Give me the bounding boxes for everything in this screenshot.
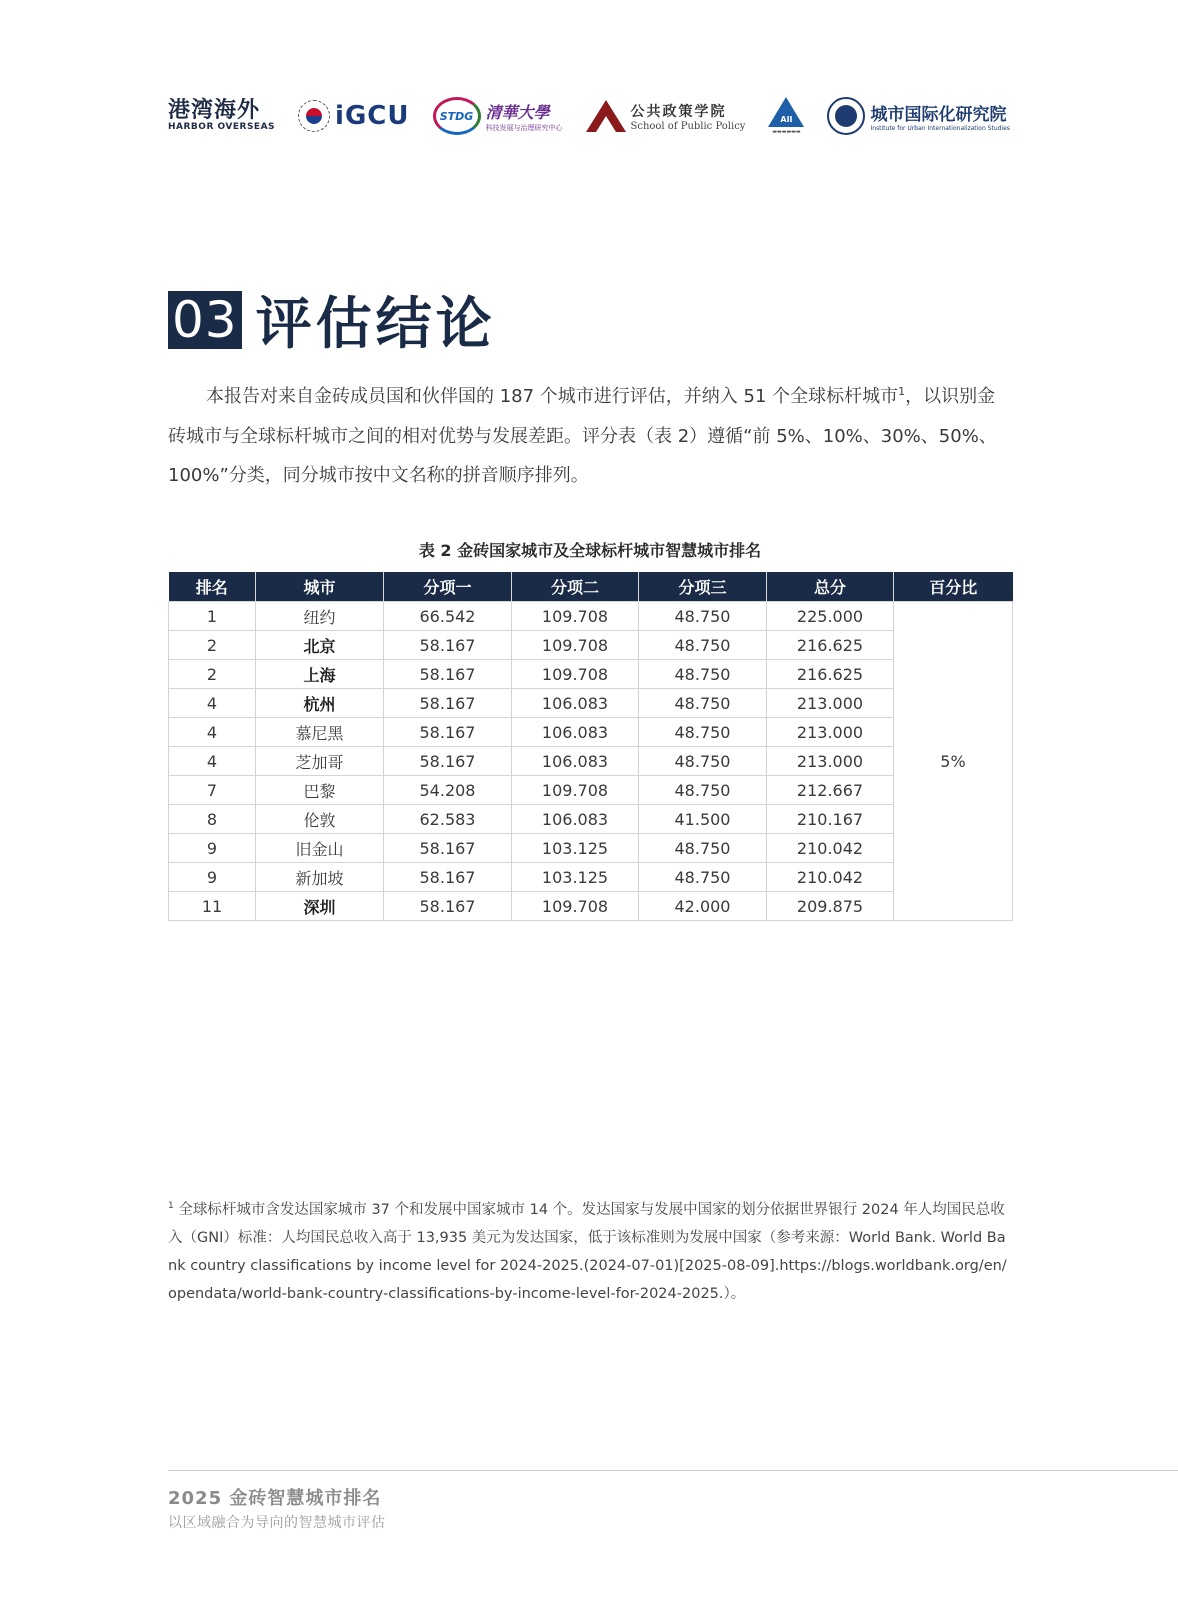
cell-total: 225.000 (767, 602, 894, 631)
footnote-marker: 1 (168, 1201, 174, 1211)
header-total: 总分 (767, 572, 894, 602)
cell-score-3: 42.000 (639, 892, 767, 921)
harbor-logo-en: HARBOR OVERSEAS (168, 122, 276, 132)
aii-triangle-icon (768, 97, 804, 127)
cell-score-2: 106.083 (512, 805, 639, 834)
cui-logo-en: Institute for Urban Internationalization Studies (870, 125, 1010, 132)
cui-logo-cn: 城市国际化研究院 (870, 105, 1007, 125)
cell-score-1: 58.167 (384, 834, 512, 863)
table-body (169, 602, 1013, 921)
cell-total: 209.875 (767, 892, 894, 921)
cell-rank: 9 (169, 834, 256, 863)
cell-score-3: 48.750 (639, 863, 767, 892)
cell-score-1: 58.167 (384, 892, 512, 921)
cell-total: 210.042 (767, 834, 894, 863)
igcu-emblem-icon (298, 100, 330, 132)
sppm-emblem-icon (586, 100, 626, 132)
header-rank: 排名 (169, 572, 256, 602)
stdg-emblem-icon: STDG (433, 97, 481, 135)
cell-score-2: 106.083 (512, 689, 639, 718)
table-row (169, 863, 1013, 892)
cell-score-3: 48.750 (639, 631, 767, 660)
footnote-ref: 1 (898, 385, 906, 398)
cell-score-1: 58.167 (384, 863, 512, 892)
table-caption: 表 2 金砖国家城市及全球标杆城市智慧城市排名 (418, 541, 762, 560)
cell-score-3: 48.750 (639, 689, 767, 718)
table-row (169, 834, 1013, 863)
cell-score-3: 48.750 (639, 602, 767, 631)
table-row (169, 689, 1013, 718)
cell-score-1: 58.167 (384, 660, 512, 689)
cell-score-2: 109.708 (512, 892, 639, 921)
cell-city: 新加坡 (256, 863, 384, 892)
cui-logo (827, 97, 1009, 135)
aii-logo-sub: ▬▬▬▬▬▬ (772, 129, 801, 135)
footnote (168, 1192, 1012, 1308)
cell-score-3: 48.750 (639, 834, 767, 863)
cell-rank: 2 (169, 631, 256, 660)
sppm-logo-text (631, 101, 746, 132)
cell-total: 213.000 (767, 689, 894, 718)
cell-score-2: 106.083 (512, 747, 639, 776)
cell-rank: 4 (169, 718, 256, 747)
header-score-3: 分项三 (639, 572, 767, 602)
cell-score-1: 66.542 (384, 602, 512, 631)
cell-score-2: 103.125 (512, 834, 639, 863)
footer-report-subtitle: 以区域融合为导向的智慧城市评估 (168, 1515, 386, 1531)
table-row (169, 776, 1013, 805)
cell-rank: 1 (169, 602, 256, 631)
cell-rank: 9 (169, 863, 256, 892)
header-percentile: 百分比 (894, 572, 1013, 602)
table-row (169, 805, 1013, 834)
igcu-logo (298, 100, 409, 132)
cell-score-3: 48.750 (639, 718, 767, 747)
cell-rank: 7 (169, 776, 256, 805)
cell-city: 芝加哥 (256, 747, 384, 776)
table-row (169, 892, 1013, 921)
cell-total: 213.000 (767, 718, 894, 747)
aii-logo-text: AII (780, 115, 793, 124)
harbor-overseas-logo (168, 100, 275, 132)
tsinghua-stdg-logo (433, 97, 563, 135)
section-heading (168, 280, 496, 360)
tsinghua-logo-sub: 科技发展与治理研究中心 (485, 123, 563, 132)
cell-percentile: 5% (894, 602, 1013, 921)
cell-total: 216.625 (767, 631, 894, 660)
header-score-1: 分项一 (384, 572, 512, 602)
tsinghua-logo-cn: 清華大學 (485, 102, 550, 122)
cell-score-1: 58.167 (384, 718, 512, 747)
section-number: 03 (168, 291, 242, 349)
cell-city: 深圳 (256, 892, 384, 921)
sppm-logo (586, 100, 746, 132)
cell-score-1: 58.167 (384, 689, 512, 718)
tsinghua-logo-text (486, 100, 563, 133)
cell-rank: 11 (169, 892, 256, 921)
cell-score-3: 48.750 (639, 660, 767, 689)
sppm-logo-en: School of Public Policy (630, 120, 746, 132)
table-header-row (169, 572, 1013, 602)
cell-city: 旧金山 (256, 834, 384, 863)
aii-logo (768, 97, 804, 135)
cell-city: 纽约 (256, 602, 384, 631)
cell-city: 巴黎 (256, 776, 384, 805)
cell-score-3: 48.750 (639, 747, 767, 776)
cell-city: 杭州 (256, 689, 384, 718)
header-score-2: 分项二 (512, 572, 639, 602)
igcu-logo-text: iGCU (335, 101, 410, 131)
sppm-logo-cn: 公共政策学院 (630, 103, 727, 120)
table-row (169, 747, 1013, 776)
cell-total: 212.667 (767, 776, 894, 805)
cell-total: 210.167 (767, 805, 894, 834)
table-row (169, 602, 1013, 631)
partner-logos (168, 88, 1010, 144)
cui-emblem-icon (827, 97, 865, 135)
cell-city: 北京 (256, 631, 384, 660)
cell-rank: 2 (169, 660, 256, 689)
cell-score-1: 54.208 (384, 776, 512, 805)
cell-total: 210.042 (767, 863, 894, 892)
table-row (169, 718, 1013, 747)
cell-score-3: 48.750 (639, 776, 767, 805)
footer-divider (168, 1470, 1178, 1471)
footnote-text: 全球标杆城市含发达国家城市 37 个和发展中国家城市 14 个。发达国家与发展中国家的划分依据世界银行 2024 年人均国民总收入（GNI）标准：人均国民总收入高于 13,935 美元为发达国家，低于该标准则为发展中国家（参考来源：World Bank. World Bank country classifications by income level for 2024-2025.(2024-07-01)[2025-08-09].https://blogs.worldbank.org/en/opendata/world-bank-country-classifications-by-income-level-for-2024-2025.）。 (168, 1201, 1007, 1302)
footer-report-title: 2025 金砖智慧城市排名 (168, 1488, 382, 1509)
intro-text-part1: 本报告对来自金砖成员国和伙伴国的 187 个城市进行评估，并纳入 51 个全球标杆城市 (206, 386, 899, 407)
header-city: 城市 (256, 572, 384, 602)
section-title: 评估结论 (255, 292, 496, 357)
cell-score-2: 109.708 (512, 602, 639, 631)
cell-score-3: 41.500 (639, 805, 767, 834)
harbor-logo-cn: 港湾海外 (168, 98, 261, 123)
intro-paragraph (168, 372, 1012, 496)
cell-score-2: 109.708 (512, 776, 639, 805)
cell-city: 伦敦 (256, 805, 384, 834)
cell-city: 慕尼黑 (256, 718, 384, 747)
cell-score-1: 58.167 (384, 747, 512, 776)
cell-score-2: 103.125 (512, 863, 639, 892)
cell-score-1: 58.167 (384, 631, 512, 660)
cell-score-2: 106.083 (512, 718, 639, 747)
cell-rank: 8 (169, 805, 256, 834)
cell-score-1: 62.583 (384, 805, 512, 834)
cell-total: 213.000 (767, 747, 894, 776)
cell-rank: 4 (169, 689, 256, 718)
intro-text-part2: ，以识别金砖城市与全球标杆城市之间的相对优势与发展差距。评分表（表 2）遵循“前 5%、10%、30%、50%、100%”分类，同分城市按中文名称的拼音顺序排列。 (168, 386, 997, 486)
cell-city: 上海 (256, 660, 384, 689)
cell-rank: 4 (169, 747, 256, 776)
table-row (169, 631, 1013, 660)
ranking-table (168, 572, 1013, 921)
cell-total: 216.625 (767, 660, 894, 689)
cell-score-2: 109.708 (512, 660, 639, 689)
cui-logo-text (870, 100, 1009, 132)
cell-score-2: 109.708 (512, 631, 639, 660)
table-row (169, 660, 1013, 689)
